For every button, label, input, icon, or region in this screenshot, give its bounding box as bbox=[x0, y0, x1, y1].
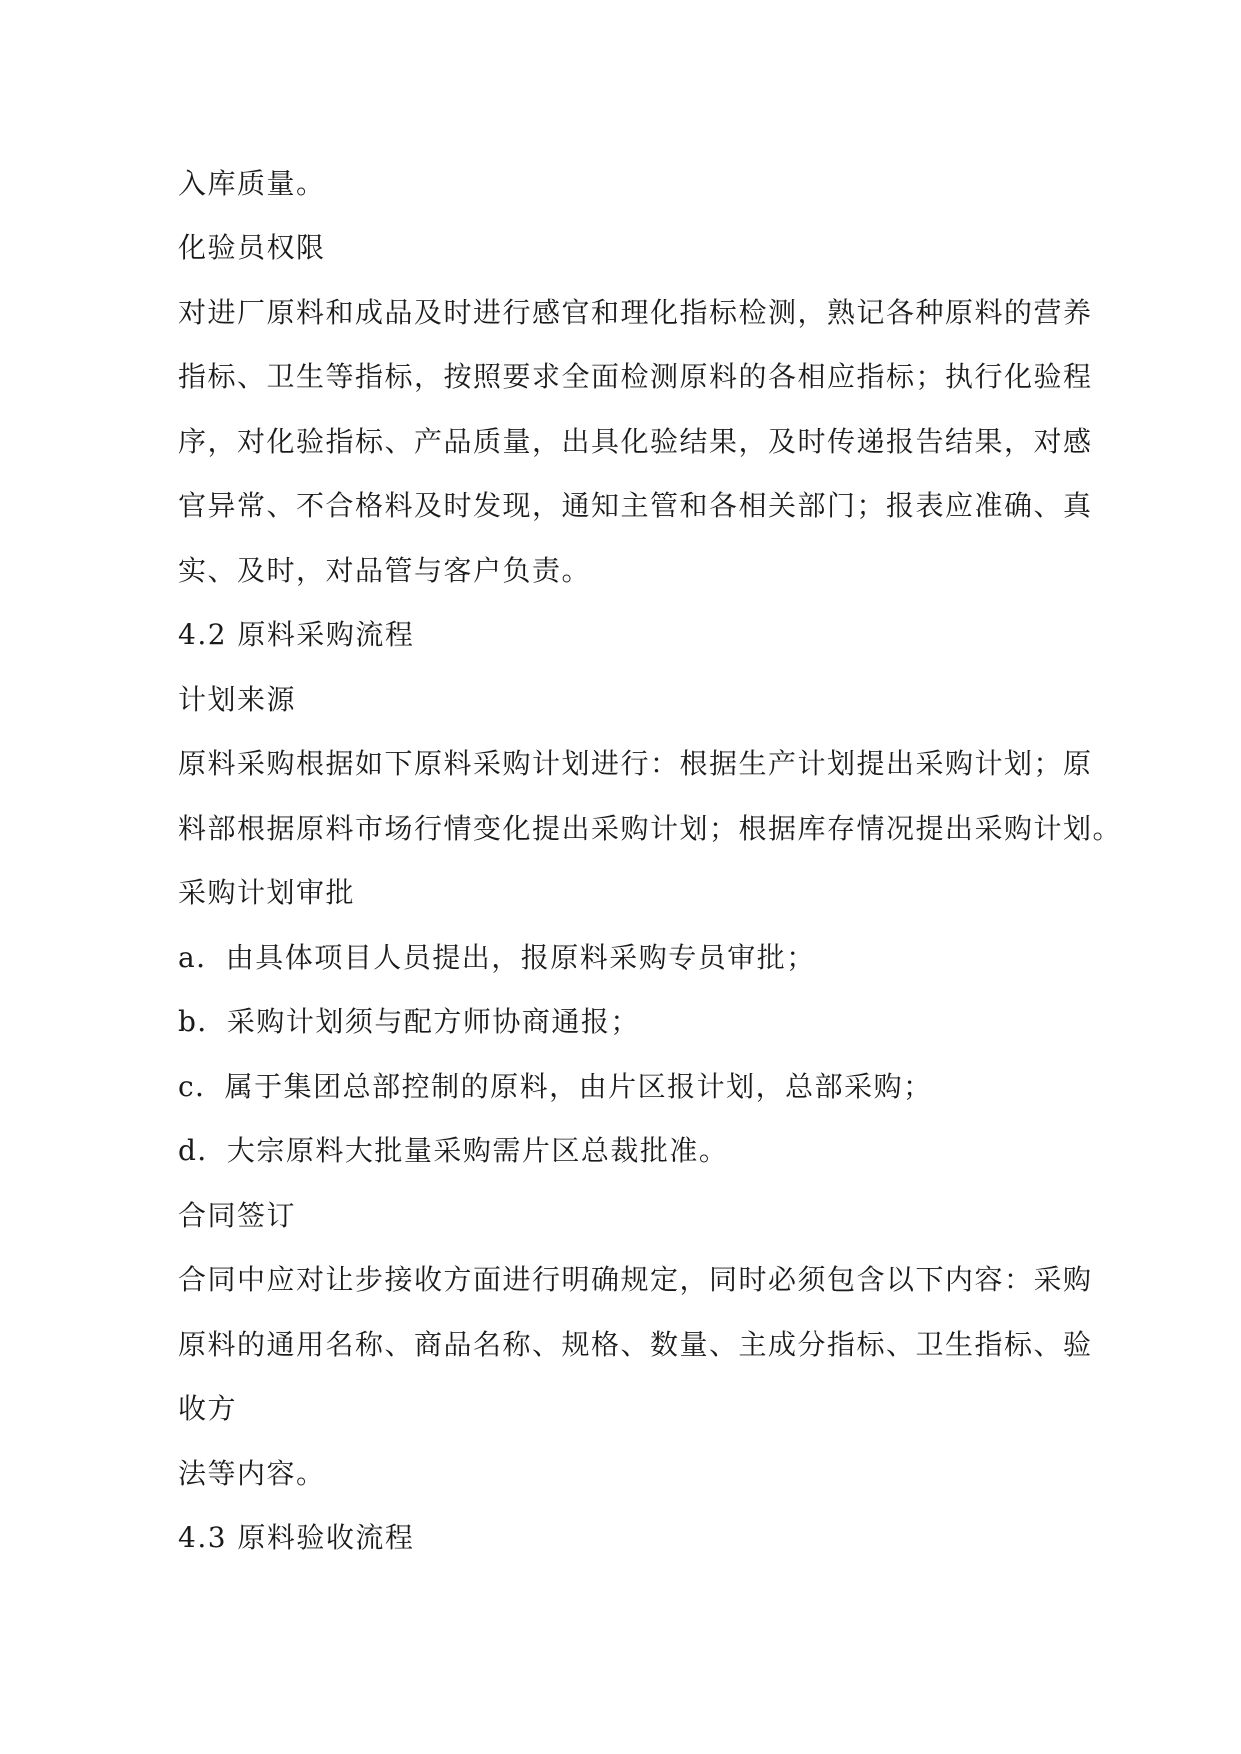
section-heading: 合同签订 bbox=[178, 1199, 297, 1232]
text-line: 序，对化验指标、产品质量，出具化验结果，及时传递报告结果，对感 bbox=[178, 425, 1093, 458]
section-heading: 4.3 原料验收流程 bbox=[178, 1521, 415, 1554]
text-line: 官异常、不合格料及时发现，通知主管和各相关部门；报表应准确、真 bbox=[178, 489, 1093, 522]
text-line: 法等内容。 bbox=[178, 1457, 326, 1490]
text-line: 实、及时，对品管与客户负责。 bbox=[178, 554, 592, 587]
list-item: d．大宗原料大批量采购需片区总裁批准。 bbox=[178, 1134, 729, 1167]
list-item: c．属于集团总部控制的原料，由片区报计划，总部采购； bbox=[178, 1070, 933, 1103]
text-line: 对进厂原料和成品及时进行感官和理化指标检测，熟记各种原料的营养 bbox=[178, 296, 1093, 329]
text-line: 入库质量。 bbox=[178, 167, 326, 200]
text-line: 合同中应对让步接收方面进行明确规定，同时必须包含以下内容：采购 bbox=[178, 1263, 1093, 1296]
section-heading: 化验员权限 bbox=[178, 231, 326, 264]
text-line: 料部根据原料市场行情变化提出采购计划；根据库存情况提出采购计划。 bbox=[178, 812, 1123, 845]
section-heading: 采购计划审批 bbox=[178, 876, 356, 909]
list-item: b．采购计划须与配方师协商通报； bbox=[178, 1005, 640, 1038]
text-line: 原料的通用名称、商品名称、规格、数量、主成分指标、卫生指标、验 bbox=[178, 1328, 1093, 1361]
text-line: 收方 bbox=[178, 1392, 238, 1425]
section-heading: 4.2 原料采购流程 bbox=[178, 618, 415, 651]
text-line: 指标、卫生等指标，按照要求全面检测原料的各相应指标；执行化验程 bbox=[178, 360, 1093, 393]
list-item: a．由具体项目人员提出，报原料采购专员审批； bbox=[178, 941, 816, 974]
section-heading: 计划来源 bbox=[178, 683, 297, 716]
text-line: 原料采购根据如下原料采购计划进行：根据生产计划提出采购计划；原 bbox=[178, 747, 1093, 780]
